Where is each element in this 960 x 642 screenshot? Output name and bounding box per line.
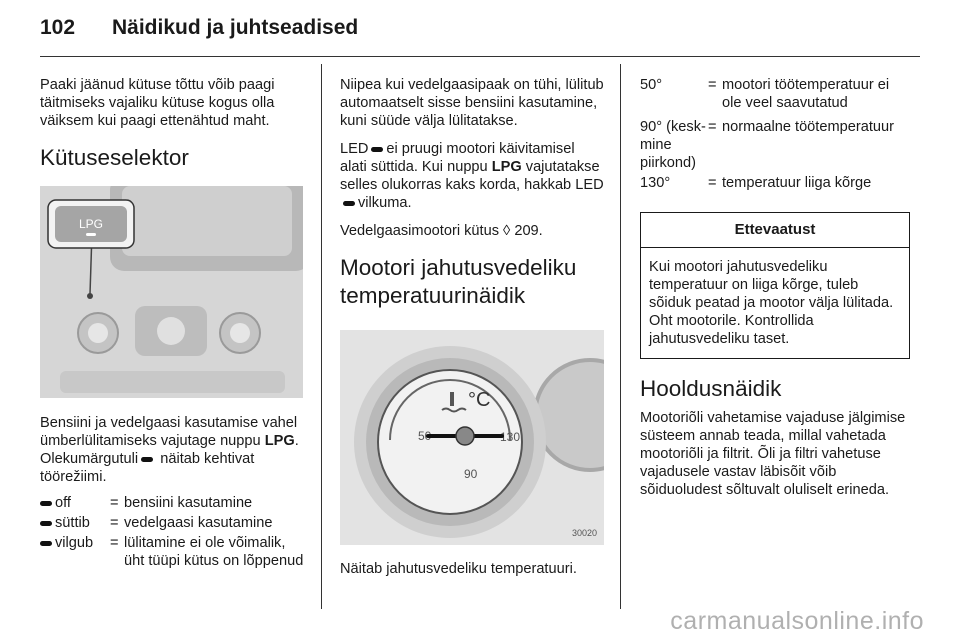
page-title: Näidikud ja juhtseadised xyxy=(112,16,359,39)
lpg-keyword: LPG xyxy=(264,433,295,449)
fuel-selector-figure xyxy=(40,186,303,398)
service-indicator-paragraph: Mootoriõli vahetamise vajaduse jälgimise süsteem annab teada, millal vahetada mootoriõli ja filtrit. Õli ja filtri vahetuse vajadusele vastav läbisõit võib sõiduoludest sõltuvalt oluliselt erineda. xyxy=(640,410,906,498)
led-icon xyxy=(40,501,52,506)
temp-row-90: 90° (kesk-mine piirkond) = normaalne töötemperatuur xyxy=(640,119,894,171)
page-number: 102 xyxy=(40,16,76,39)
caution-body: Kui mootori jahutusvedeliku temperatuur on liiga kõrge, tuleb sõiduk peatad ja mootor välja lülitada. Oht mootorile. Kontrollida jahutusvedeliku taset. xyxy=(649,259,894,347)
led-icon xyxy=(141,457,153,462)
column-1-lower xyxy=(40,414,306,572)
dashboard-console-illustration xyxy=(40,186,303,398)
intro-paragraph: Paaki jäänud kütuse tõttu võib paagi täitmiseks vajaliku kütuse kogus olla väiksem kui paagi ettenähtud maht. xyxy=(40,77,275,129)
caution-title: Ettevaatust xyxy=(641,213,909,248)
lpg-button-label: LPG xyxy=(78,217,104,231)
lpg-paragraph: Bensiini ja vedelgaasi kasutamise vahel ümberlülitamiseks vajutage nuppu LPG. Olekumärgutuli näitab kehtivat töörežiimi. xyxy=(40,415,299,485)
led-row-flashing: vilgub = lülitamine ei ole võimalik, üht tüüpi kütus on lõppenud xyxy=(40,534,306,570)
header-rule xyxy=(40,56,920,57)
lpg-fuel-reference: Vedelgaasimootori kütus ◊ 209. xyxy=(340,223,543,239)
led-icon xyxy=(40,521,52,526)
coolant-temperature-gauge-illustration xyxy=(340,330,604,545)
column-1 xyxy=(40,76,306,172)
section-heading-coolant-gauge: Mootori jahutusvedeliku temperatuurinäidik xyxy=(340,255,577,308)
caution-box xyxy=(640,212,910,359)
column-3 xyxy=(640,76,910,509)
section-heading-fuel-selector: Kütuseselektor xyxy=(40,145,189,170)
gauge-label-130: 130 xyxy=(500,430,521,444)
temp-row-50: 50° = mootori töötemperatuur ei ole veel saavutatud xyxy=(640,77,890,111)
column-2-caption xyxy=(340,560,604,588)
led-icon xyxy=(40,541,52,546)
watermark: carmanualsonline.info xyxy=(670,607,924,635)
figure-number: 30020 xyxy=(572,528,598,538)
led-icon xyxy=(371,147,383,152)
page-header xyxy=(40,16,358,40)
temp-row-130: 130° = temperatuur liiga kõrge xyxy=(640,175,872,191)
led-icon xyxy=(343,201,355,206)
section-heading-service-indicator: Hooldusnäidik xyxy=(640,376,782,401)
column-divider-2 xyxy=(620,64,621,609)
coolant-gauge-caption: Näitab jahutusvedeliku temperatuuri. xyxy=(340,561,577,577)
celsius-unit: °C xyxy=(468,389,491,411)
led-note-paragraph: LED ei pruugi mootori käivitamisel alati süttida. Kui nuppu LPG vajutatakse selles olukorras kaks korda, hakkab LEDvilkuma. xyxy=(340,141,604,211)
column-divider-1 xyxy=(321,64,322,609)
auto-switch-paragraph: Niipea kui vedelgaasipaak on tühi, lülitub automaatselt sisse bensiini kasutamine, kuni süüde välja lülitatakse. xyxy=(340,77,604,129)
coolant-gauge-figure xyxy=(340,330,604,545)
gauge-label-90: 90 xyxy=(464,467,478,481)
led-row-on: süttib = vedelgaasi kasutamine xyxy=(40,514,306,532)
gauge-label-50: 50 xyxy=(418,429,432,443)
column-2 xyxy=(340,76,604,310)
led-row-off: off = bensiini kasutamine xyxy=(40,494,306,512)
